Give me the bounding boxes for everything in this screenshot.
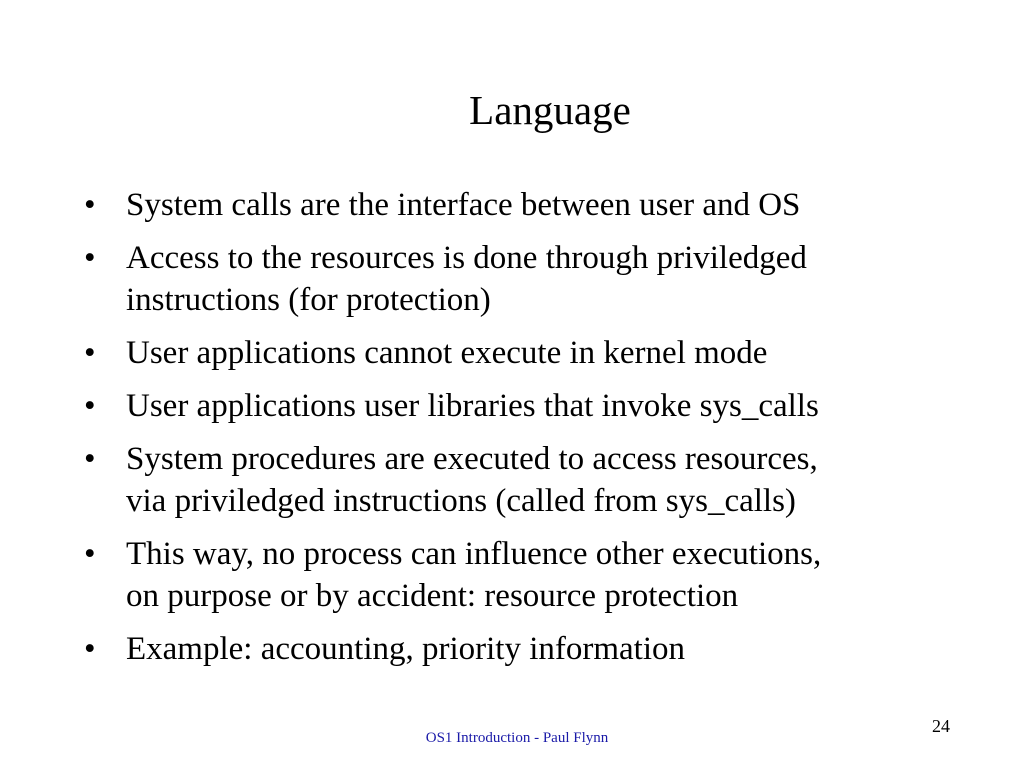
bullet-icon: • xyxy=(84,187,96,223)
bullet-item xyxy=(84,237,984,321)
bullet-text: via priviledged instructions (called from sys_calls) xyxy=(126,483,796,519)
bullet-icon: • xyxy=(84,240,96,276)
slide-title: Language xyxy=(469,87,631,133)
bullet-item xyxy=(84,628,984,670)
bullet-item xyxy=(84,332,984,374)
bullet-text: User applications user libraries that invoke sys_calls xyxy=(126,388,819,424)
bullet-text: User applications cannot execute in kernel mode xyxy=(126,335,768,371)
bullet-item xyxy=(84,438,984,522)
bullet-text: This way, no process can influence other executions, xyxy=(126,536,822,572)
bullet-text: instructions (for protection) xyxy=(126,282,491,318)
bullet-item xyxy=(84,184,984,226)
bullet-icon: • xyxy=(84,441,96,477)
bullet-text: on purpose or by accident: resource protection xyxy=(126,578,739,614)
bullet-icon: • xyxy=(84,388,96,424)
bullet-text: Access to the resources is done through priviledged xyxy=(126,240,807,276)
bullet-text: System procedures are executed to access resources, xyxy=(126,441,818,477)
bullet-icon: • xyxy=(84,631,96,667)
bullet-item xyxy=(84,385,984,427)
footer-text: OS1 Introduction - Paul Flynn xyxy=(425,730,609,746)
bullet-item xyxy=(84,533,984,617)
bullet-text: System calls are the interface between user and OS xyxy=(126,187,801,223)
page-number: 24 xyxy=(932,716,950,736)
bullet-list xyxy=(84,184,984,681)
bullet-icon: • xyxy=(84,536,96,572)
bullet-icon: • xyxy=(84,335,96,371)
bullet-text: Example: accounting, priority information xyxy=(126,631,686,667)
